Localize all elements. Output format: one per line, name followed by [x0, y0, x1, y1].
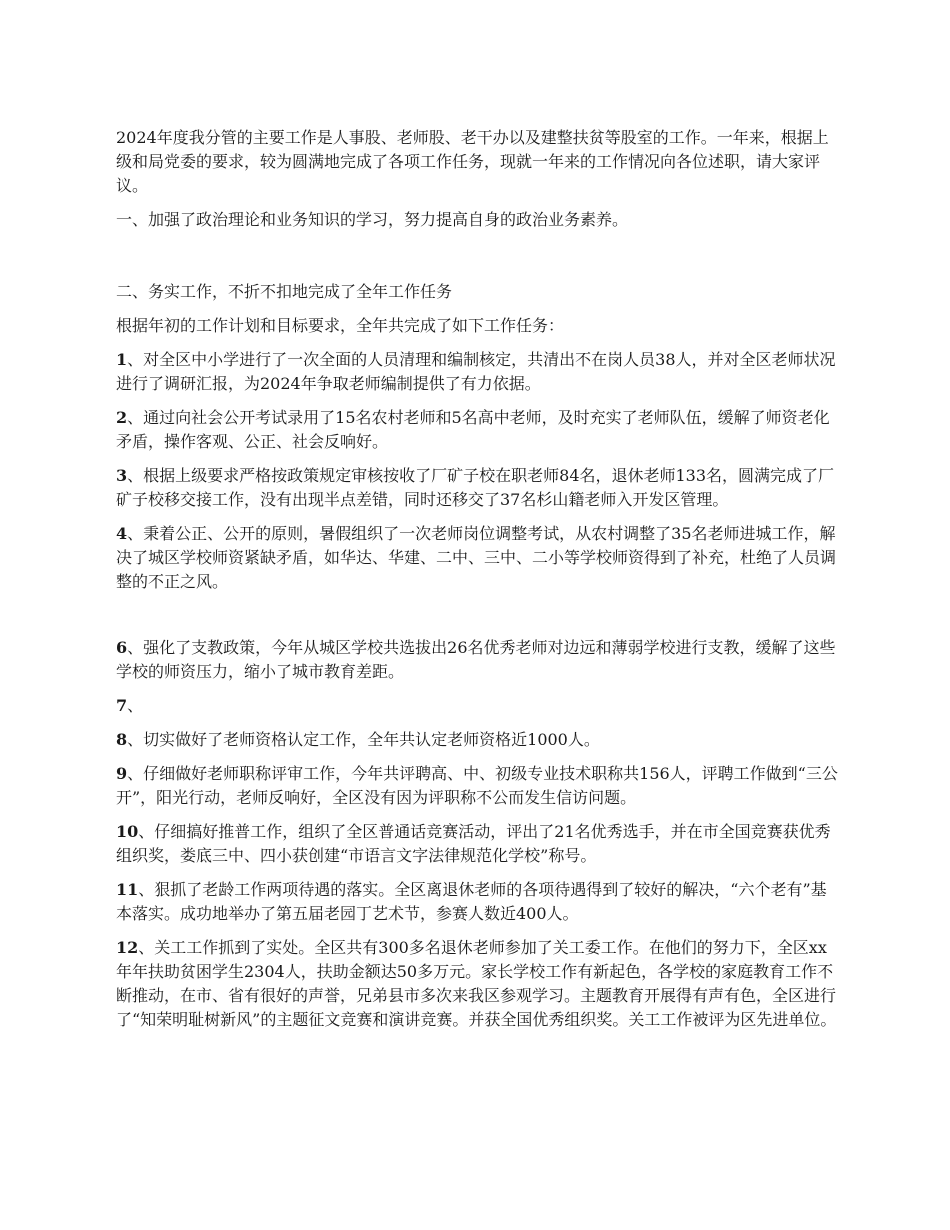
- paragraph-section-one: 一、加强了政治理论和业务知识的学习，努力提高自身的政治业务素养。: [116, 210, 629, 229]
- item-number: 2: [116, 408, 128, 427]
- item-number: 10: [116, 822, 139, 841]
- paragraph-intro: 2024年度我分管的主要工作是人事股、老师股、老干办以及建整扶贫等股室的工作。一年来，根据上级和局党委的要求，较为圆满地完成了各项工作任务，现就一年来的工作情况向各位述职，请大家评议。: [116, 128, 829, 195]
- paragraph-item-12: 12、关工工作抓到了实处。全区共有300多名退休老师参加了关工委工作。在他们的努力下，全区xx年年扶助贫困学生2304人，扶助金额达50多万元。家长学校工作有新起色，各学校的家庭教育工作不断推动，在市、省有很好的声誉，兄弟县市多次来我区参观学习。主题教育开展得有声有色，全区进行了“知荣明耻树新风”的主题征文竞赛和演讲竞赛。并获全国优秀组织奖。关工工作被评为区先进单位。: [116, 938, 837, 1029]
- paragraph-item-4: 4、秉着公正、公开的原则，暑假组织了一次老师岗位调整考试，从农村调整了35名老师进城工作，解决了城区学校师资紧缺矛盾，如华达、华建、二中、三中、二小等学校师资得到了补充，杜绝了人员调整的不正之风。: [116, 524, 837, 591]
- paragraph-item-7: 7、: [116, 696, 144, 715]
- item-number: 12: [116, 938, 139, 957]
- blank-space: [116, 242, 841, 280]
- item-number: 8: [116, 730, 128, 749]
- paragraph-item-3: 3、根据上级要求严格按政策规定审核按收了厂矿子校在职老师84名，退休老师133名，圆满完成了厂矿子校移交接工作，没有出现半点差错，同时还移交了37名杉山籍老师入开发区管理。: [116, 466, 835, 509]
- document-page: [116, 126, 841, 1042]
- paragraph-item-8: 8、切实做好了老师资格认定工作，全年共认定老师资格近1000人。: [116, 730, 600, 749]
- paragraph-item-9: 9、仔细做好老师职称评审工作，今年共评聘高、中、初级专业技术职称共156人，评聘工作做到“三公开”，阳光行动，老师反响好，全区没有因为评职称不公而发生信访问题。: [116, 764, 838, 807]
- blank-space: [116, 604, 841, 636]
- item-number: 1: [116, 350, 128, 369]
- paragraph-item-10: 10、仔细搞好推普工作，组织了全区普通话竞赛活动，评出了21名优秀选手，并在市全国竞赛获优秀组织奖，娄底三中、四小获创建“市语言文字法律规范化学校”称号。: [116, 822, 831, 865]
- paragraph-task-intro: 根据年初的工作计划和目标要求，全年共完成了如下工作任务：: [116, 316, 565, 335]
- paragraph-item-6: 6、强化了支教政策，今年从城区学校共选拔出26名优秀老师对边远和薄弱学校进行支教，缓解了这些学校的师资压力，缩小了城市教育差距。: [116, 638, 836, 681]
- item-number: 4: [116, 524, 128, 543]
- item-number: 9: [116, 764, 128, 783]
- item-number: 7: [116, 696, 128, 715]
- item-number: 3: [116, 466, 128, 485]
- paragraph-item-2: 2、通过向社会公开考试录用了15名农村老师和5名高中老师，及时充实了老师队伍，缓解了师资老化矛盾，操作客观、公正、社会反响好。: [116, 408, 830, 451]
- item-number: 11: [116, 880, 139, 899]
- paragraph-item-1: 1、对全区中小学进行了一次全面的人员清理和编制核定，共清出不在岗人员38人，并对全区老师状况进行了调研汇报，为2024年争取老师编制提供了有力依据。: [116, 350, 836, 393]
- paragraph-item-11: 11、狠抓了老龄工作两项待遇的落实。全区离退休老师的各项待遇得到了较好的解决，“六个老有”基本落实。成功地举办了第五届老园丁艺术节，参赛人数近400人。: [116, 880, 827, 923]
- paragraph-section-two: 二、务实工作，不折不扣地完成了全年工作任务: [116, 282, 453, 301]
- item-number: 6: [116, 638, 128, 657]
